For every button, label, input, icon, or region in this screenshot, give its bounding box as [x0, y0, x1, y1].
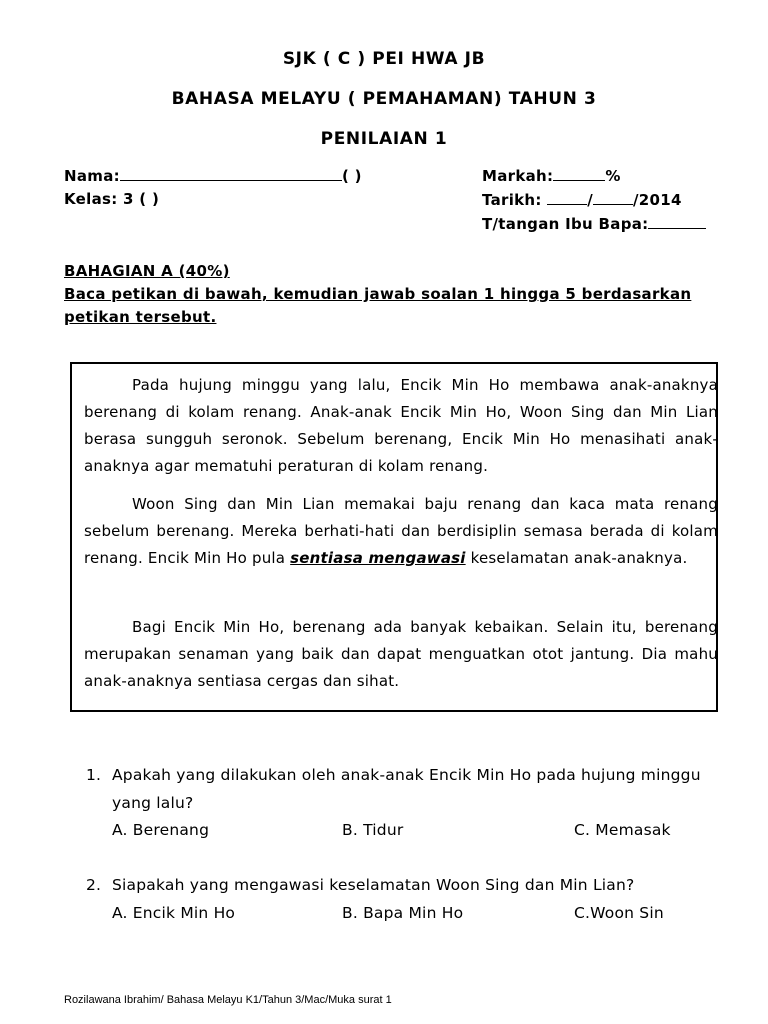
question-1-option-b: B. Tidur	[342, 821, 404, 839]
page-footer: Rozilawana Ibrahim/ Bahasa Melayu K1/Tahun 3/Mac/Muka surat 1	[64, 994, 392, 1006]
date-field	[482, 190, 682, 209]
instruction-line-2: petikan tersebut.	[64, 308, 217, 326]
mark-blank	[553, 166, 605, 181]
question-1-number: 1.	[86, 766, 102, 784]
name-label: Nama:	[64, 167, 120, 185]
school-name: SJK ( C ) PEI HWA JB	[282, 49, 486, 69]
emphasized-phrase: sentiasa mengawasi	[290, 549, 466, 567]
signature-blank	[648, 214, 706, 229]
name-blank	[120, 166, 342, 181]
reading-passage-box	[70, 362, 718, 712]
section-title: BAHAGIAN A (40%)	[64, 262, 230, 280]
parent-signature-field	[482, 214, 706, 233]
passage-paragraph-1: Pada hujung minggu yang lalu, Encik Min Ho membawa anak-anaknya berenang di kolam renang. Anak-anak Encik Min Ho, Woon Sing dan Min Lian berasa sungguh seronok. Sebelum berenang, Encik Min Ho menasihati anak-anaknya agar mematuhi peraturan di kolam renang.	[84, 376, 718, 475]
date-month-blank	[593, 190, 633, 205]
mark-field	[482, 166, 621, 185]
question-2-option-c: C.Woon Sin	[574, 904, 664, 922]
assessment-title: PENILAIAN 1	[320, 129, 448, 149]
date-year: /2014	[633, 191, 682, 209]
mark-suffix: %	[605, 167, 621, 185]
date-separator: /	[587, 191, 594, 209]
question-1-text-cont: yang lalu?	[112, 794, 194, 812]
instruction-line-1: Baca petikan di bawah, kemudian jawab soalan 1 hingga 5 berdasarkan	[64, 285, 692, 303]
class-field: Kelas: 3 ( )	[64, 190, 160, 208]
question-2-option-a: A. Encik Min Ho	[112, 904, 236, 922]
question-1-option-a: A. Berenang	[112, 821, 210, 839]
question-2-text: Siapakah yang mengawasi keselamatan Woon Sing dan Min Lian?	[112, 876, 635, 894]
question-1-text: Apakah yang dilakukan oleh anak-anak Encik Min Ho pada hujung minggu	[112, 766, 701, 784]
name-number-paren: ( )	[341, 167, 362, 185]
question-2-number: 2.	[86, 876, 102, 894]
date-day-blank	[547, 190, 587, 205]
date-label: Tarikh:	[482, 191, 542, 209]
parent-signature-label: T/tangan Ibu Bapa:	[482, 215, 649, 233]
question-1-option-c: C. Memasak	[574, 821, 671, 839]
mark-label: Markah:	[482, 167, 554, 185]
name-field	[64, 166, 362, 185]
passage-paragraph-2: Woon Sing dan Min Lian memakai baju renang dan kaca mata renang sebelum berenang. Mereka berhati-hati dan berdisiplin semasa berada di kolam renang. Encik Min Ho pula sentiasa mengawasi keselamatan anak-anaknya.	[84, 495, 718, 567]
passage-paragraph-3: Bagi Encik Min Ho, berenang ada banyak kebaikan. Selain itu, berenang merupakan senaman yang baik dan dapat menguatkan otot jantung. Dia mahu anak-anaknya sentiasa cergas dan sihat.	[84, 618, 718, 690]
question-2-option-b: B. Bapa Min Ho	[342, 904, 464, 922]
subject-title: BAHASA MELAYU ( PEMAHAMAN) TAHUN 3	[171, 89, 597, 109]
